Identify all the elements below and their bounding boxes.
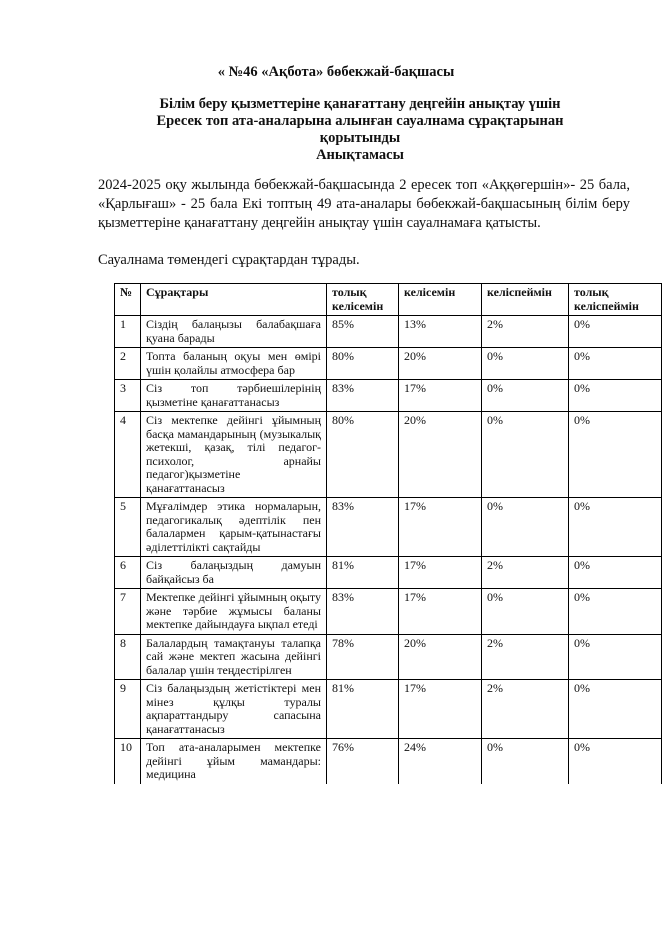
row-full-disagree: 0% (569, 739, 662, 784)
row-full-disagree: 0% (569, 412, 662, 498)
row-question: Балалардың тамақтануы талапқа сай және мектеп жасына дейінгі балалар үшін теңдестірілген (141, 634, 327, 680)
row-number: 10 (115, 739, 141, 784)
row-full-disagree: 0% (569, 634, 662, 680)
row-full-agree: 85% (327, 316, 399, 348)
row-disagree: 0% (482, 498, 569, 557)
row-disagree: 2% (482, 316, 569, 348)
row-question: Сіз мектепке дейінгі ұйымның басқа мамандарының (музыкалық жетекші, қазақ, тілі педагог-психолог, арнайы педагог)қызметіне қанағаттанасыз (141, 412, 327, 498)
row-number: 9 (115, 680, 141, 739)
survey-results-table (114, 283, 662, 784)
row-disagree: 0% (482, 380, 569, 412)
row-full-disagree: 0% (569, 498, 662, 557)
row-agree: 13% (399, 316, 482, 348)
title-line: қорытынды (319, 130, 401, 146)
row-full-disagree: 0% (569, 589, 662, 635)
row-full-agree: 80% (327, 412, 399, 498)
table-row (115, 680, 662, 739)
row-number: 4 (115, 412, 141, 498)
row-question: Мектепке дейінгі ұйымның оқыту және тәрбие жұмысы баланы мектепке дайындауға ықпал етеді (141, 589, 327, 635)
row-full-agree: 78% (327, 634, 399, 680)
table-row (115, 348, 662, 380)
row-question: Сіздің балаңызы балабақшаға қуана барады (141, 316, 327, 348)
header-full-disagree: толық келіспеймін (569, 284, 662, 316)
row-full-agree: 81% (327, 680, 399, 739)
survey-statement: Сауалнама төмендегі сұрақтардан тұрады. (98, 252, 360, 268)
row-full-agree: 76% (327, 739, 399, 784)
row-disagree: 2% (482, 680, 569, 739)
row-full-disagree: 0% (569, 316, 662, 348)
row-number: 3 (115, 380, 141, 412)
intro-text: 2024-2025 оқу жылында бөбекжай-бақшасында 2 ересек топ «Аққөгершін»- 25 бала, «Қарлығаш» - 25 бала Екі топтың 49 ата-аналары бөбекжай-бақшасының білім беру қызметтеріне қанағаттану деңгейін анықтау үшін сауалнамаға қатысты. (98, 177, 630, 231)
table-row (115, 380, 662, 412)
row-disagree: 0% (482, 348, 569, 380)
row-agree: 24% (399, 739, 482, 784)
row-agree: 20% (399, 412, 482, 498)
organization-name: « №46 «Ақбота» бөбекжай-бақшасы (217, 64, 455, 80)
row-agree: 17% (399, 680, 482, 739)
row-agree: 17% (399, 589, 482, 635)
header-agree: келісемін (399, 284, 482, 316)
row-number: 7 (115, 589, 141, 635)
table-row (115, 634, 662, 680)
row-number: 8 (115, 634, 141, 680)
row-full-agree: 81% (327, 557, 399, 589)
row-question: Топта баланың оқуы мен өмірі үшін қолайлы атмосфера бар (141, 348, 327, 380)
table-row (115, 316, 662, 348)
title-line: Білім беру қызметтеріне қанағаттану деңгейін анықтау үшін (159, 96, 561, 112)
document-title (100, 96, 620, 164)
header-full-agree: толық келісемін (327, 284, 399, 316)
header-disagree: келіспеймін (482, 284, 569, 316)
intro-paragraph (98, 176, 630, 233)
row-full-disagree: 0% (569, 348, 662, 380)
row-agree: 17% (399, 380, 482, 412)
table-row (115, 498, 662, 557)
row-full-agree: 83% (327, 589, 399, 635)
row-question: Сіз балаңыздың дамуын байқайсыз ба (141, 557, 327, 589)
row-number: 6 (115, 557, 141, 589)
row-full-disagree: 0% (569, 680, 662, 739)
header-question: Сұрақтары (141, 284, 327, 316)
row-number: 5 (115, 498, 141, 557)
row-number: 1 (115, 316, 141, 348)
row-question: Сіз балаңыздың жетістіктері мен мінез құлқы туралы ақпараттандыру сапасына қанағаттанасыз (141, 680, 327, 739)
row-question: Топ ата-аналарымен мектепке дейінгі ұйым мамандары: медицина (141, 739, 327, 784)
header-number: № (115, 284, 141, 316)
row-full-disagree: 0% (569, 557, 662, 589)
row-disagree: 0% (482, 739, 569, 784)
row-disagree: 2% (482, 634, 569, 680)
row-number: 2 (115, 348, 141, 380)
title-line: Ересек топ ата-аналарына алынған сауалнама сұрақтарынан (156, 113, 564, 129)
row-agree: 20% (399, 634, 482, 680)
row-full-agree: 80% (327, 348, 399, 380)
table-row (115, 412, 662, 498)
row-full-agree: 83% (327, 380, 399, 412)
row-disagree: 0% (482, 589, 569, 635)
row-disagree: 0% (482, 412, 569, 498)
row-question: Сіз топ тәрбиешілерінің қызметіне қанағаттанасыз (141, 380, 327, 412)
table-row (115, 739, 662, 784)
row-agree: 17% (399, 498, 482, 557)
row-agree: 20% (399, 348, 482, 380)
table-row (115, 557, 662, 589)
row-question: Мұғалімдер этика нормаларын, педагогикалық әдептілік пен балалармен қарым-қатынастағы әділеттілікті сақтайды (141, 498, 327, 557)
table-header-row (115, 284, 662, 316)
row-agree: 17% (399, 557, 482, 589)
row-disagree: 2% (482, 557, 569, 589)
title-line: Анықтамасы (316, 147, 404, 163)
table-row (115, 589, 662, 635)
row-full-agree: 83% (327, 498, 399, 557)
row-full-disagree: 0% (569, 380, 662, 412)
